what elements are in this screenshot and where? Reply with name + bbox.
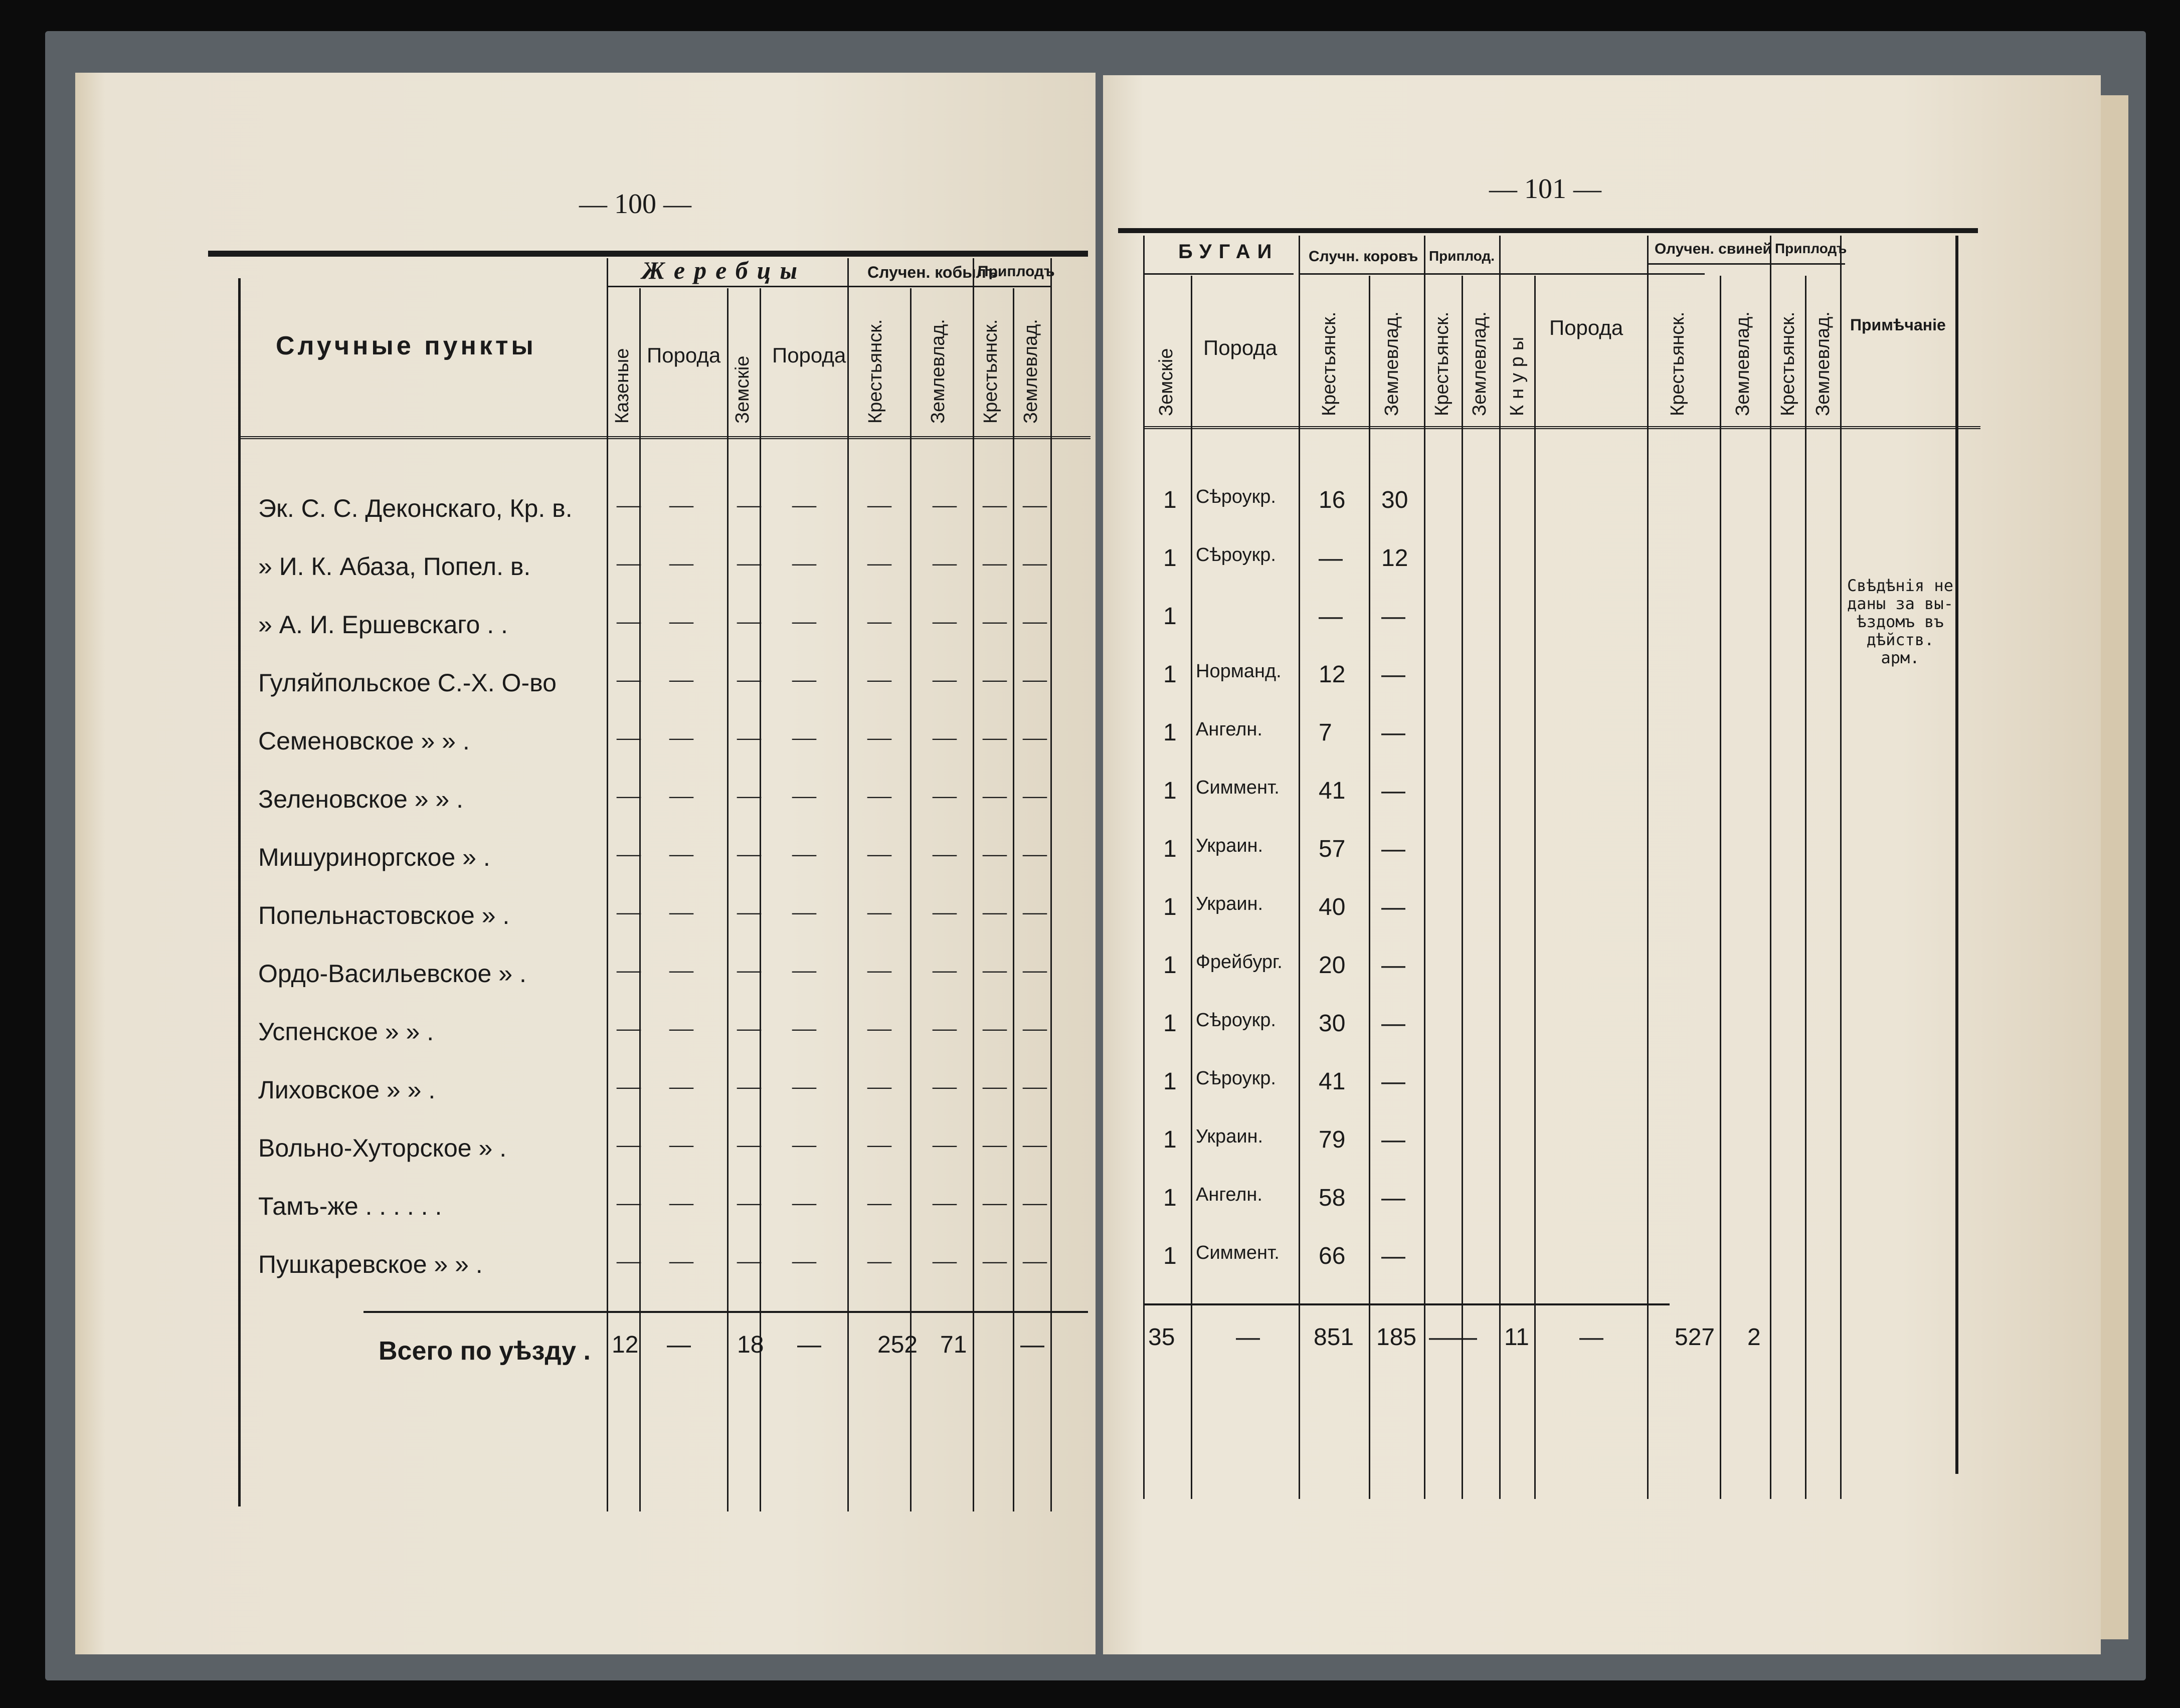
col-divider bbox=[1424, 236, 1425, 1499]
empty-cell-dash: — bbox=[617, 1073, 641, 1099]
row-label: Пушкаревское » » . bbox=[258, 1250, 483, 1278]
empty-cell-dash: — bbox=[617, 1189, 641, 1216]
empty-cell-dash: — bbox=[933, 898, 957, 925]
col-divider bbox=[1013, 288, 1014, 1511]
empty-cell-dash: — bbox=[792, 549, 816, 576]
empty-cell-dash: — bbox=[792, 957, 816, 983]
col-divider bbox=[607, 258, 608, 1511]
row-landowner: — bbox=[1381, 1068, 1405, 1095]
empty-cell-dash: — bbox=[669, 957, 693, 983]
empty-cell-dash: — bbox=[1023, 549, 1047, 576]
row-label: » А. И. Ершевскаго . . bbox=[258, 611, 508, 639]
row-peasant: 58 bbox=[1319, 1185, 1346, 1211]
row-landowner: 12 bbox=[1381, 545, 1408, 572]
total-breed2: — bbox=[1579, 1324, 1603, 1351]
empty-cell-dash: — bbox=[737, 608, 761, 634]
col-divider bbox=[1299, 236, 1300, 1499]
empty-cell-dash: — bbox=[737, 1247, 761, 1274]
empty-cell-dash: — bbox=[867, 782, 891, 809]
row-peasant: 57 bbox=[1319, 836, 1346, 862]
row-breed: Ангелн. bbox=[1196, 719, 1262, 740]
empty-cell-dash: — bbox=[983, 840, 1007, 867]
empty-cell-dash: — bbox=[933, 491, 957, 518]
row-label: Гуляйпольское С.-Х. О-во bbox=[258, 669, 557, 697]
group-header-mares: Случен. кобылъ bbox=[867, 263, 998, 281]
row-zemstvo: 1 bbox=[1163, 1010, 1177, 1037]
row-label: Зеленовское » » . bbox=[258, 785, 463, 813]
row-landowner: — bbox=[1381, 894, 1405, 920]
empty-cell-dash: — bbox=[669, 724, 693, 750]
empty-cell-dash: — bbox=[867, 666, 891, 692]
column-header-breed: Порода bbox=[1549, 316, 1623, 339]
empty-cell-dash: — bbox=[669, 491, 693, 518]
empty-cell-dash: — bbox=[617, 957, 641, 983]
col-divider bbox=[1955, 236, 1958, 1474]
empty-cell-dash: — bbox=[983, 1189, 1007, 1216]
col-divider bbox=[1840, 236, 1842, 1499]
empty-cell-dash: — bbox=[983, 608, 1007, 634]
group-rule bbox=[1647, 263, 1845, 265]
empty-cell-dash: — bbox=[867, 549, 891, 576]
total-peasant: 851 bbox=[1314, 1324, 1354, 1351]
empty-cell-dash: — bbox=[1023, 666, 1047, 692]
total-landowner: 185 bbox=[1376, 1324, 1417, 1351]
note-line: Свѣдѣнія не bbox=[1847, 576, 1953, 595]
empty-cell-dash: — bbox=[737, 957, 761, 983]
empty-cell-dash: — bbox=[792, 1189, 816, 1216]
empty-cell-dash: — bbox=[867, 1247, 891, 1274]
row-label: Успенское » » . bbox=[258, 1018, 434, 1046]
column-header-zemstvo: Земскіе bbox=[732, 355, 753, 424]
empty-cell-dash: — bbox=[737, 782, 761, 809]
column-header-note: Примѣчаніе bbox=[1850, 316, 1946, 334]
row-breed: Сѣроукр. bbox=[1196, 1068, 1276, 1089]
empty-cell-dash: — bbox=[1023, 840, 1047, 867]
group-rule bbox=[1143, 273, 1294, 275]
row-breed: Сѣроукр. bbox=[1196, 544, 1276, 565]
col-divider bbox=[1143, 236, 1145, 1499]
empty-cell-dash: — bbox=[1023, 724, 1047, 750]
row-breed: Норманд. bbox=[1196, 661, 1282, 682]
row-peasant: 41 bbox=[1319, 778, 1346, 804]
col-divider bbox=[1720, 276, 1721, 1499]
empty-cell-dash: — bbox=[617, 840, 641, 867]
empty-cell-dash: — bbox=[867, 491, 891, 518]
total-landowner: 71 bbox=[940, 1332, 967, 1358]
row-landowner: 30 bbox=[1381, 487, 1408, 513]
empty-cell-dash: — bbox=[617, 608, 641, 634]
column-header-offspring-peasant: Крестьянск. bbox=[980, 319, 1001, 424]
empty-cell-dash: — bbox=[933, 1247, 957, 1274]
empty-cell-dash: — bbox=[737, 840, 761, 867]
empty-cell-dash: — bbox=[1023, 1247, 1047, 1274]
row-zemstvo: 1 bbox=[1163, 1068, 1177, 1095]
row-peasant: — bbox=[1319, 603, 1343, 630]
empty-cell-dash: — bbox=[617, 1247, 641, 1274]
empty-cell-dash: — bbox=[792, 491, 816, 518]
total-pig-peasant: 527 bbox=[1675, 1324, 1715, 1351]
empty-cell-dash: — bbox=[1023, 782, 1047, 809]
empty-cell-dash: — bbox=[983, 782, 1007, 809]
group-header-pigs: Олучен. свиней bbox=[1655, 241, 1772, 257]
group-header-offspring: Приплод. bbox=[1429, 248, 1495, 264]
row-zemstvo: 1 bbox=[1163, 1185, 1177, 1211]
empty-cell-dash: — bbox=[792, 898, 816, 925]
col-divider bbox=[1499, 236, 1501, 1499]
total-boars: 11 bbox=[1504, 1324, 1529, 1351]
row-label: Эк. С. С. Деконскаго, Кр. в. bbox=[258, 494, 573, 522]
row-label: Ордо-Васильевское » . bbox=[258, 960, 526, 988]
empty-cell-dash: — bbox=[737, 724, 761, 750]
empty-cell-dash: — bbox=[1023, 898, 1047, 925]
empty-cell-dash: — bbox=[792, 608, 816, 634]
row-landowner: — bbox=[1381, 661, 1405, 688]
page-number: — 101 — bbox=[1489, 173, 1601, 205]
row-landowner: — bbox=[1381, 603, 1405, 630]
empty-cell-dash: — bbox=[933, 840, 957, 867]
row-zemstvo: 1 bbox=[1163, 894, 1177, 920]
total-state: 12 bbox=[612, 1332, 639, 1358]
column-header-offspring-landowner: Землевлад. bbox=[1469, 311, 1490, 416]
empty-cell-dash: — bbox=[737, 1131, 761, 1158]
empty-cell-dash: — bbox=[669, 898, 693, 925]
column-header-zemstvo: Земскіе bbox=[1156, 348, 1177, 416]
total-rule bbox=[364, 1311, 1088, 1313]
note-text bbox=[1845, 577, 1955, 667]
row-peasant: 66 bbox=[1319, 1243, 1346, 1269]
empty-cell-dash: — bbox=[617, 491, 641, 518]
column-header-landowner: Землевлад. bbox=[928, 319, 949, 424]
empty-cell-dash: — bbox=[983, 1247, 1007, 1274]
empty-cell-dash: — bbox=[617, 1015, 641, 1041]
column-header-pig-offspring-landowner: Землевлад. bbox=[1812, 311, 1834, 416]
row-peasant: 40 bbox=[1319, 894, 1346, 920]
row-zemstvo: 1 bbox=[1163, 778, 1177, 804]
empty-cell-dash: — bbox=[933, 608, 957, 634]
empty-cell-dash: — bbox=[983, 1015, 1007, 1041]
empty-cell-dash: — bbox=[737, 491, 761, 518]
empty-cell-dash: — bbox=[933, 666, 957, 692]
empty-cell-dash: — bbox=[867, 1015, 891, 1041]
row-zemstvo: 1 bbox=[1163, 719, 1177, 746]
row-breed: Украин. bbox=[1196, 1126, 1263, 1147]
empty-cell-dash: — bbox=[933, 1131, 957, 1158]
empty-cell-dash: — bbox=[1023, 1015, 1047, 1041]
empty-cell-dash: — bbox=[1023, 1131, 1047, 1158]
empty-cell-dash: — bbox=[669, 608, 693, 634]
group-header-offspring: Приплодъ bbox=[1775, 241, 1847, 256]
empty-cell-dash: — bbox=[867, 840, 891, 867]
empty-cell-dash: — bbox=[1023, 608, 1047, 634]
total-offspring-dash: — bbox=[1020, 1332, 1044, 1358]
header-rule bbox=[238, 436, 1091, 439]
col-divider bbox=[847, 258, 849, 1511]
col-divider bbox=[1647, 236, 1649, 1499]
row-peasant: 30 bbox=[1319, 1010, 1346, 1037]
column-header-peasant: Крестьянск. bbox=[865, 319, 886, 424]
total-offspring: —— bbox=[1429, 1324, 1477, 1351]
column-header-offspring-landowner: Землевлад. bbox=[1020, 319, 1041, 424]
empty-cell-dash: — bbox=[933, 1189, 957, 1216]
group-header-stallions: Жеребцы bbox=[642, 256, 807, 284]
row-landowner: — bbox=[1381, 1185, 1405, 1211]
col-divider bbox=[727, 288, 729, 1511]
empty-cell-dash: — bbox=[792, 1131, 816, 1158]
empty-cell-dash: — bbox=[933, 782, 957, 809]
empty-cell-dash: — bbox=[1023, 957, 1047, 983]
row-label: » И. К. Абаза, Попел. в. bbox=[258, 552, 531, 581]
empty-cell-dash: — bbox=[983, 1131, 1007, 1158]
row-breed: Симмент. bbox=[1196, 1242, 1280, 1263]
column-header-pig-peasant: Крестьянск. bbox=[1667, 311, 1688, 416]
note-line: дѣйств. арм. bbox=[1866, 630, 1934, 667]
row-peasant: 16 bbox=[1319, 487, 1346, 513]
col-divider bbox=[1534, 276, 1536, 1499]
row-zemstvo: 1 bbox=[1163, 487, 1177, 513]
row-peasant: 20 bbox=[1319, 952, 1346, 979]
empty-cell-dash: — bbox=[933, 957, 957, 983]
empty-cell-dash: — bbox=[983, 491, 1007, 518]
empty-cell-dash: — bbox=[933, 724, 957, 750]
row-zemstvo: 1 bbox=[1163, 545, 1177, 572]
empty-cell-dash: — bbox=[983, 666, 1007, 692]
row-landowner: — bbox=[1381, 1126, 1405, 1153]
empty-cell-dash: — bbox=[737, 898, 761, 925]
empty-cell-dash: — bbox=[1023, 1189, 1047, 1216]
group-header-offspring: Приплодъ bbox=[978, 263, 1055, 280]
group-header-cows: Случн. коровъ bbox=[1309, 248, 1418, 265]
empty-cell-dash: — bbox=[617, 898, 641, 925]
empty-cell-dash: — bbox=[867, 1073, 891, 1099]
row-breed: Ангелн. bbox=[1196, 1184, 1262, 1205]
empty-cell-dash: — bbox=[737, 1015, 761, 1041]
empty-cell-dash: — bbox=[617, 724, 641, 750]
empty-cell-dash: — bbox=[737, 1189, 761, 1216]
empty-cell-dash: — bbox=[792, 1073, 816, 1099]
col-divider bbox=[1770, 236, 1771, 1499]
empty-cell-dash: — bbox=[867, 724, 891, 750]
empty-cell-dash: — bbox=[792, 1247, 816, 1274]
empty-cell-dash: — bbox=[669, 782, 693, 809]
column-header-landowner: Землевлад. bbox=[1381, 311, 1402, 416]
row-breed: Украин. bbox=[1196, 893, 1263, 914]
empty-cell-dash: — bbox=[617, 1131, 641, 1158]
empty-cell-dash: — bbox=[983, 724, 1007, 750]
total-breed-dash: — bbox=[797, 1332, 821, 1358]
total-zemstvo: 18 bbox=[737, 1332, 764, 1358]
empty-cell-dash: — bbox=[983, 957, 1007, 983]
empty-cell-dash: — bbox=[1023, 491, 1047, 518]
group-rule bbox=[1299, 273, 1705, 275]
note-line: даны за вы- bbox=[1847, 594, 1953, 613]
empty-cell-dash: — bbox=[792, 782, 816, 809]
group-rule bbox=[607, 286, 1050, 287]
right-page bbox=[1103, 75, 2101, 1654]
group-header-bulls: БУГАИ bbox=[1178, 241, 1279, 263]
column-header-breed: Порода bbox=[1203, 336, 1278, 359]
row-breed: Фрейбург. bbox=[1196, 952, 1283, 973]
col-divider bbox=[973, 258, 974, 1511]
row-zemstvo: 1 bbox=[1163, 603, 1177, 630]
empty-cell-dash: — bbox=[867, 898, 891, 925]
column-header-state: Казеные bbox=[612, 348, 633, 424]
row-zemstvo: 1 bbox=[1163, 836, 1177, 862]
empty-cell-dash: — bbox=[867, 957, 891, 983]
col-divider bbox=[1462, 276, 1463, 1499]
left-page bbox=[75, 73, 1096, 1654]
header-rule bbox=[1143, 426, 1980, 429]
empty-cell-dash: — bbox=[617, 666, 641, 692]
row-label: Лиховское » » . bbox=[258, 1076, 436, 1104]
empty-cell-dash: — bbox=[669, 1015, 693, 1041]
total-label: Всего по уѣзду . bbox=[379, 1337, 591, 1366]
empty-cell-dash: — bbox=[1023, 1073, 1047, 1099]
col-divider bbox=[910, 288, 912, 1511]
row-breed: Украин. bbox=[1196, 835, 1263, 856]
empty-cell-dash: — bbox=[669, 840, 693, 867]
empty-cell-dash: — bbox=[669, 1073, 693, 1099]
empty-cell-dash: — bbox=[983, 549, 1007, 576]
column-header-peasant: Крестьянск. bbox=[1319, 311, 1340, 416]
row-landowner: — bbox=[1381, 1243, 1405, 1269]
empty-cell-dash: — bbox=[867, 608, 891, 634]
row-zemstvo: 1 bbox=[1163, 661, 1177, 688]
row-landowner: — bbox=[1381, 719, 1405, 746]
row-zemstvo: 1 bbox=[1163, 1243, 1177, 1269]
column-header-boars: Кнуры bbox=[1507, 330, 1528, 416]
empty-cell-dash: — bbox=[792, 1015, 816, 1041]
page-number: — 100 — bbox=[579, 188, 691, 220]
total-peasant: 252 bbox=[877, 1332, 918, 1358]
col-divider bbox=[1369, 276, 1370, 1499]
empty-cell-dash: — bbox=[867, 1189, 891, 1216]
empty-cell-dash: — bbox=[617, 549, 641, 576]
empty-cell-dash: — bbox=[792, 724, 816, 750]
row-breed: Сѣроукр. bbox=[1196, 486, 1276, 507]
row-peasant: 41 bbox=[1319, 1068, 1346, 1095]
total-breed: — bbox=[1236, 1324, 1260, 1351]
empty-cell-dash: — bbox=[792, 840, 816, 867]
column-header-pig-landowner: Землевлад. bbox=[1732, 311, 1753, 416]
row-zemstvo: 1 bbox=[1163, 1126, 1177, 1153]
col-divider bbox=[1050, 258, 1052, 1511]
empty-cell-dash: — bbox=[983, 1073, 1007, 1099]
empty-cell-dash: — bbox=[933, 549, 957, 576]
empty-cell-dash: — bbox=[669, 1247, 693, 1274]
total-breed-dash: — bbox=[667, 1332, 691, 1358]
row-label: Мишуриноргское » . bbox=[258, 843, 490, 871]
table-left-rule bbox=[238, 278, 241, 1506]
row-label: Попельнастовское » . bbox=[258, 901, 510, 929]
empty-cell-dash: — bbox=[867, 1131, 891, 1158]
empty-cell-dash: — bbox=[983, 898, 1007, 925]
empty-cell-dash: — bbox=[737, 1073, 761, 1099]
empty-cell-dash: — bbox=[933, 1015, 957, 1041]
row-label: Семеновское » » . bbox=[258, 727, 470, 755]
row-landowner: — bbox=[1381, 1010, 1405, 1037]
row-landowner: — bbox=[1381, 952, 1405, 979]
row-breed: Сѣроукр. bbox=[1196, 1010, 1276, 1031]
row-zemstvo: 1 bbox=[1163, 952, 1177, 979]
row-breed: Симмент. bbox=[1196, 777, 1280, 798]
empty-cell-dash: — bbox=[669, 549, 693, 576]
empty-cell-dash: — bbox=[737, 666, 761, 692]
total-rule bbox=[1143, 1303, 1670, 1305]
column-header-pig-offspring-peasant: Крестьянск. bbox=[1777, 311, 1798, 416]
empty-cell-dash: — bbox=[792, 666, 816, 692]
column-header-breed: Порода bbox=[772, 343, 846, 367]
empty-cell-dash: — bbox=[933, 1073, 957, 1099]
row-label: Тамъ-же . . . . . . bbox=[258, 1192, 442, 1220]
row-landowner: — bbox=[1381, 778, 1405, 804]
col-divider bbox=[1805, 276, 1806, 1499]
row-label: Вольно-Хуторское » . bbox=[258, 1134, 507, 1162]
empty-cell-dash: — bbox=[617, 782, 641, 809]
row-peasant: 12 bbox=[1319, 661, 1346, 688]
row-peasant: — bbox=[1319, 545, 1343, 572]
row-peasant: 79 bbox=[1319, 1126, 1346, 1153]
row-peasant: 7 bbox=[1319, 719, 1332, 746]
empty-cell-dash: — bbox=[737, 549, 761, 576]
row-landowner: — bbox=[1381, 836, 1405, 862]
total-pig-landowner: 2 bbox=[1747, 1324, 1761, 1351]
empty-cell-dash: — bbox=[669, 666, 693, 692]
total-zemstvo: 35 bbox=[1148, 1324, 1175, 1351]
column-header-offspring-peasant: Крестьянск. bbox=[1431, 311, 1452, 416]
col-divider bbox=[1191, 276, 1192, 1499]
empty-cell-dash: — bbox=[669, 1131, 693, 1158]
note-line: ѣздомъ въ bbox=[1857, 612, 1944, 631]
column-header-points: Случные пункты bbox=[276, 331, 536, 360]
empty-cell-dash: — bbox=[669, 1189, 693, 1216]
table-top-rule bbox=[1118, 228, 1978, 233]
column-header-breed: Порода bbox=[647, 343, 721, 367]
